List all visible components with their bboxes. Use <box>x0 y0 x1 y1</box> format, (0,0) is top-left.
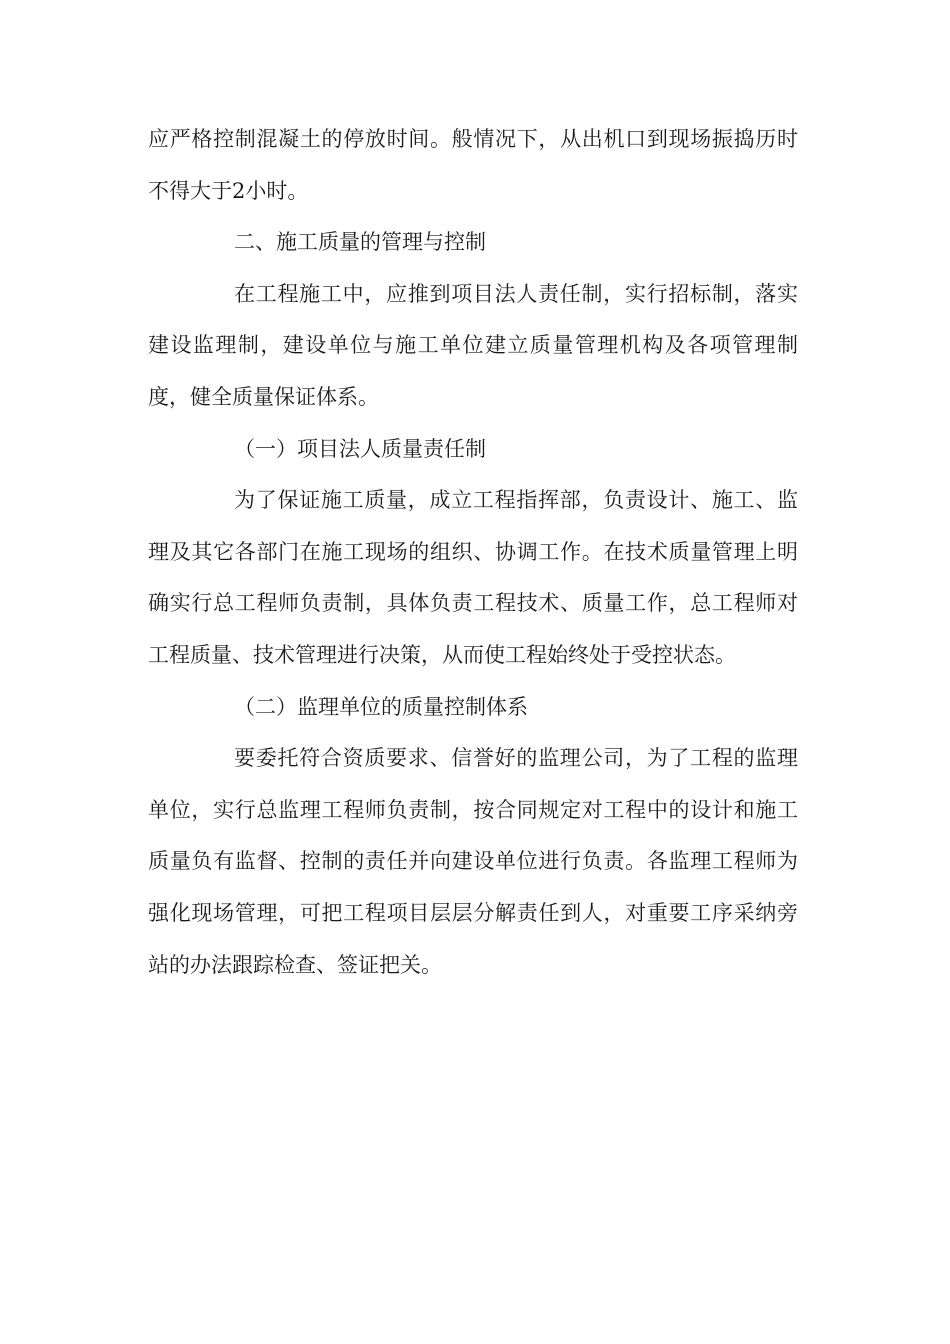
section-heading: 二、施工质量的管理与控制 <box>234 230 486 255</box>
continued-paragraph: 应严格控制混凝土的停放时间。般情况下，从出机口到现场振捣历时不得大于2小时。 <box>148 127 798 203</box>
body-paragraph: 要委托符合资质要求、信誉好的监理公司，为了工程的监理单位，实行总监理工程师负责制，按合同规定对工程中的设计和施工质量负有监督、控制的责任并向建设单位进行负责。各监理工程师为强化现场管理，可把工程项目层层分解责任到人，对重要工序采纳旁站的办法跟踪检查、签证把关。 <box>148 746 798 977</box>
body-paragraph: 在工程施工中，应推到项目法人责任制，实行招标制，落实建设监理制，建设单位与施工单位建立质量管理机构及各项管理制度，健全质量保证体系。 <box>148 281 798 409</box>
subsection-heading: （二）监理单位的质量控制体系 <box>234 694 528 719</box>
body-paragraph: 为了保证施工质量，成立工程指挥部，负责设计、施工、监理及其它各部门在施工现场的组织、协调工作。在技术质量管理上明确实行总工程师负责制，具体负责工程技术、质量工作，总工程师对工程质量、技术管理进行决策，从而使工程始终处于受控状态。 <box>148 488 798 667</box>
subsection-heading: （一）项目法人质量责任制 <box>234 436 486 461</box>
document-body <box>148 114 798 991</box>
